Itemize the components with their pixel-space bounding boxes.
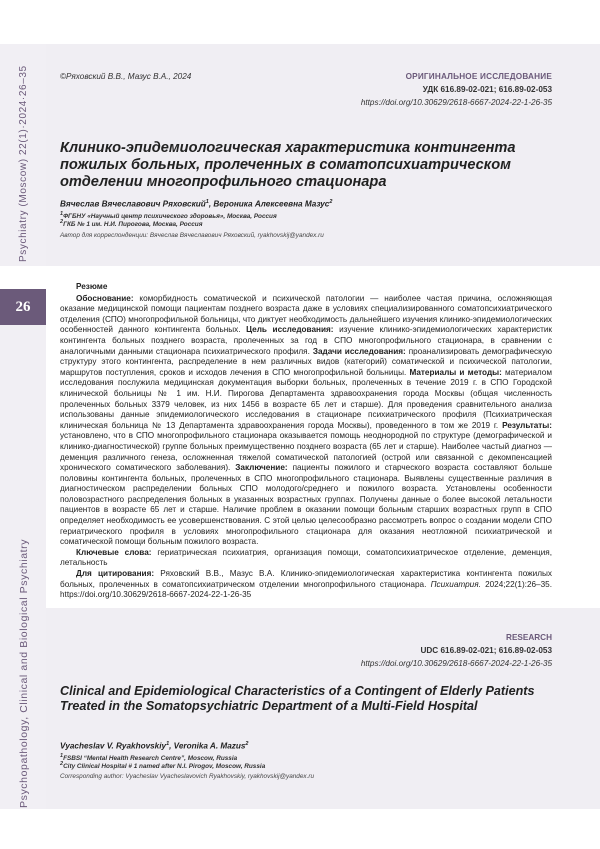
affiliation-1-en-text: FSBSI “Mental Health Research Centre”, Moscow, Russia <box>63 755 238 763</box>
affiliation-2-en-text: City Clinical Hospital # 1 named after N.I. Pirogov, Moscow, Russia <box>63 763 266 771</box>
affiliation-1: $^1$ФГБНУ «Научный центр психического здоровья», Москва, Россия <box>60 211 277 221</box>
abstract-body <box>60 294 552 548</box>
label-methods: Материалы и методы: <box>409 367 502 377</box>
keywords <box>60 548 552 569</box>
affiliation-1-text: ФГБНУ «Научный центр психического здоровья», Москва, Россия <box>63 213 277 221</box>
affiliation-2: $^2$ГКБ № 1 им. Н.И. Пирогова, Москва, Россия <box>60 219 203 229</box>
doi-link[interactable]: https://doi.org/10.30629/2618-6667-2024-22-1-26-35 <box>360 98 552 107</box>
article-title-ru: Клинико-эпидемиологическая характеристика контингента пожилых больных, пролеченных в соматопсихиатрическом отделении многопрофильного стационара <box>60 140 516 190</box>
authors-ru: Вячеслав Вячеславович Ряховский$^1$, Вероника Алексеевна Мазус$^2$ <box>60 199 333 209</box>
label-background: Обоснование: <box>76 293 134 303</box>
doi-link-en[interactable]: https://doi.org/10.30629/2618-6667-2024-22-1-26-35 <box>360 659 552 668</box>
journal-section-name: Psychopathology, Clinical and Biological Psychiatry <box>18 538 30 808</box>
text-citation: Ряховский В.В., Мазус В.А. Клинико-эпидемиологическая характеристика контингента пожилых больных, пролеченных в соматопсихиатрическом отделении многопрофильного стационара. <box>60 569 552 589</box>
authors-en: Vyacheslav V. Ryakhovskiy$^1$, Veronika A. Mazus$^2$ <box>60 741 249 751</box>
text-goal: изучение клинико-эпидемиологических характеристик контингента больных позднего возраста, пролеченных за год в СПО многопрофильного стационара, в сравнении с аналогичными данными стационара психиатрического профиля. <box>60 325 553 356</box>
page-number: 26 <box>15 298 31 315</box>
citation-tail: 2024;22(1):26–35. https://doi.org/10.30629/2618-6667-2024-22-1-26-35 <box>60 579 552 600</box>
abstract-heading: Резюме <box>76 282 108 291</box>
article-type-en: RESEARCH <box>506 633 552 642</box>
sidebar <box>0 0 46 849</box>
label-goal: Цель исследования: <box>246 325 334 335</box>
copyright: ©Ряховский В.В., Мазус В.А., 2024 <box>60 72 192 81</box>
author-2: , Вероника Алексеевна Мазус <box>208 199 330 209</box>
label-tasks: Задачи исследования: <box>312 346 406 356</box>
corresponding-author: Автор для корреспонденции: Вячеслав Вячеславович Ряховский, ryakhovskij@yandex.ru <box>60 232 324 239</box>
affiliation-2-en: $^2$City Clinical Hospital # 1 named after N.I. Pirogov, Moscow, Russia <box>60 761 266 771</box>
affiliation-1-en: $^1$FSBSI “Mental Health Research Centre”, Moscow, Russia <box>60 753 238 763</box>
journal-running-head: Psychiatry (Moscow) 22(1)·2024·26–35 <box>18 65 29 262</box>
abstract <box>60 282 552 601</box>
text-conclusion: пациенты пожилого и старческого возраста составляют больше половины контингента больных, пролеченных в СПО многопрофильного стационара. Выявлены существенные различия в диагностическом распределении больных СПО молодого/среднего и пожилого возраста. Установлены особенности половозрастного распределения больных в указанных возрастных группах. Получены данные о более высокой летальности пациентов в возрасте 65 лет и старше. Наличие проблем в оказании помощи больным старших возрастных групп в СПО определяет необходимость ее усовершенствования. С этой целью целесообразно рассмотреть вопрос о создании модели СПО гериатрического профиля в условиях многопрофильного стационара для оказания неотложной психиатрической и соматической помощи больным пожилого возраста. <box>60 463 552 547</box>
text-background: коморбидность соматической и психической патологии — наиболее частая причина, осложняющая оказание медицинской помощи пациентам позднего возраста даже в условиях специализированного соматопсихиатрического отделения (СПО) многопрофильной больницы, что диктует необходимость дальнейшего изучения клинико-эпидемиологических особенностей данного контингента больных. <box>60 293 552 335</box>
label-keywords: Ключевые слова: <box>76 547 152 557</box>
article-type: ОРИГИНАЛЬНОЕ ИССЛЕДОВАНИЕ <box>405 72 552 81</box>
label-conclusion: Заключение: <box>235 463 288 473</box>
page-number-box <box>0 289 46 325</box>
author-2-en: , Veronika A. Mazus <box>169 741 246 751</box>
text-keywords: гериатрическая психиатрия, организация помощи, соматопсихиатрическое отделение, деменция, летальность <box>60 547 552 568</box>
corresponding-author-en: Corresponding author: Vyacheslav Vyacheslavovich Ryakhovskiy, ryakhovskij@yandex.ru <box>60 773 315 780</box>
text-methods: материалом исследования послужила медицинская документация выборки больных, пролеченных в течение 2019 г. в СПО Городской клинической больницы № 1 им. Н.И. Пирогова Департамента здравоохранения города Москвы (общая численность пролеченных больных 3379 человек, из них 1456 в возрасте 65 лет и старше). Для проведения сравнительного анализа использованы данные эпидемиологического исследования в стационаре психиатрического профиля (Психиатрическая клиническая больница № 13 Департамента здравоохранения города Москвы), проведенного в том же 2019 г. <box>60 367 552 430</box>
article-title-en: Clinical and Epidemiological Characteristics of a Contingent of Elderly Patients Treated in the Somatopsychiatric Department of a Multi-Field Hospital <box>60 684 535 713</box>
author-1-en: Vyacheslav V. Ryakhovskiy <box>60 741 167 751</box>
udc-en: UDC 616.89-02-021; 616.89-02-053 <box>420 646 552 655</box>
citation-journal: Психиатрия. <box>430 579 481 589</box>
udk: УДК 616.89-02-021; 616.89-02-053 <box>422 85 552 94</box>
author-1: Вячеслав Вячеславович Ряховский <box>60 199 206 209</box>
label-citation: Для цитирования: <box>76 569 155 579</box>
text-tasks: проанализировать демографическую структуру этого контингента, распределение в нем различных видов (категорий) соматической и психической патологии, маршрутов поступления, сроков и исходов лечения в СПО многопрофильной больницы. <box>60 346 552 377</box>
affiliation-2-text: ГКБ № 1 им. Н.И. Пирогова, Москва, Россия <box>63 221 203 229</box>
label-results: Результаты: <box>502 420 552 430</box>
text-results: установлено, что в СПО многопрофильного стационара оказывается помощь неоднородной по структуре (демографической и клинико-диагностической) группе больных преимущественно позднего возраста (65 лет и старше). Наиболее частый диагноз — деменция различного генеза, осложненная тяжелой соматической патологией (острой или связанной с декомпенсацией хронического соматического заболевания). <box>60 431 552 473</box>
citation <box>60 569 552 601</box>
